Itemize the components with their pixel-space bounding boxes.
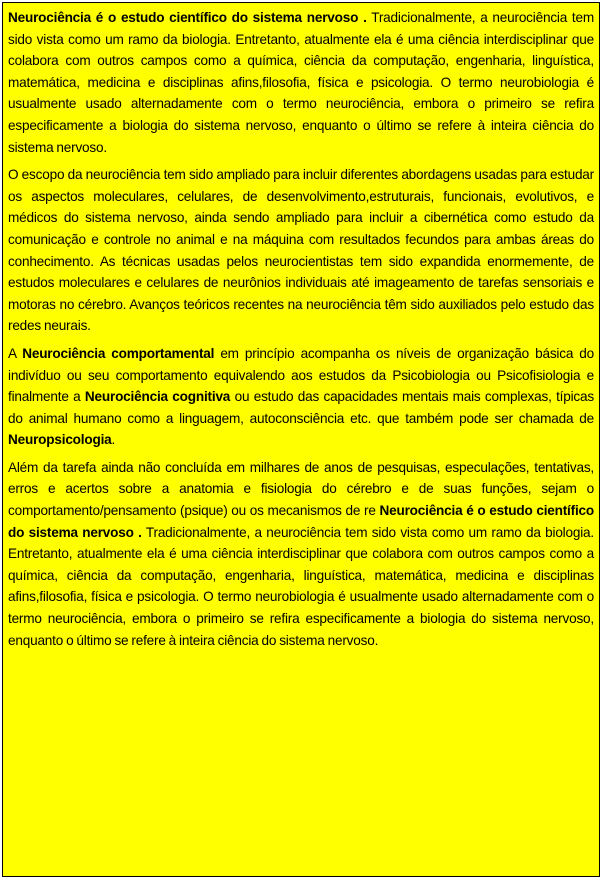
paragraph-4 — [8, 457, 594, 651]
paragraph-3-run-5: ou estudo das capacidades mentais mais complexas, típicas do animal humano como a linguagem, autoconsciência etc. que também pode ser chamada de — [8, 389, 594, 426]
paragraph-3-run-7: . — [111, 432, 116, 448]
paragraph-1 — [8, 7, 594, 158]
paragraph-4-run-3: Tradicionalmente, a neurociência tem sido vista como um ramo da biologia. Entretanto, atualmente ela é uma ciência interdisciplinar que colabora com outros campos como a química, ciência da computação, engenharia, linguística, matemática, medicina e disciplinas afins,filosofia, física e psicologia. O termo neurobiologia é usualmente usado alternadamente com o termo neurociência, embora o primeiro se refira especificamente a biologia do sistema nervoso, enquanto o último se refere à inteira ciência do sistema nervoso. — [8, 524, 594, 648]
paragraph-4-run-1: Além da tarefa ainda não concluída em milhares de anos de pesquisas, especulações, tentativas, erros e acertos sobre a anatomia e fisiologia do cérebro e de suas funções, sejam o comportamento/pensamento (psique) ou os mecanismos de re — [8, 459, 594, 519]
paragraph-3 — [8, 343, 594, 451]
paragraph-3-run-3: em princípio acompanha os níveis de organização básica do indivíduo ou seu comportamento equivalendo aos estudos da Psicobiologia ou Psicofisiologia e finalmente a — [8, 345, 595, 405]
paragraph-3-run-6: Neuropsicologia — [8, 432, 112, 448]
document-page — [2, 2, 600, 877]
paragraph-2 — [8, 164, 594, 337]
paragraph-3-run-1: A — [8, 345, 23, 361]
paragraph-2-run-1: O escopo da neurociência tem sido ampliado para incluir diferentes abordagens usadas para estudar os aspectos moleculares, celulares, de desenvolvimento,estruturais, funcionais, evolutivos, e médicos do sistema nervoso, ainda sendo ampliado para incluir a cibernética como estudo da comunicação e controle no animal e na máquina com resultados fecundos para ambas áreas do conhecimento. As técnicas usadas pelos neurocientistas tem sido expandida enormemente, de estudos moleculares e celulares de neurônios individuais até imageamento de tarefas sensoriais e motoras no cérebro. Avanços teóricos recentes na neurociência têm sido auxiliados pelo estudo das redes neurais. — [8, 167, 594, 334]
paragraph-4-run-2: Neurociência é o estudo científico do sistema nervoso . — [8, 503, 594, 540]
paragraph-1-run-1: Neurociência é o estudo científico do sistema nervoso . — [8, 10, 367, 25]
paragraph-3-run-2: Neurociência comportamental — [22, 345, 215, 361]
paragraph-1-run-2: Tradicionalmente, a neurociência tem sido vista como um ramo da biologia. Entretanto, atualmente ela é uma ciência interdisciplinar que colabora com outros campos como a química, ciência da computação, engenharia, linguística, matemática, medicina e disciplinas afins,filosofia, física e psicologia. O termo neurobiologia é usualmente usado alternadamente com o termo neurociência, embora o primeiro se refira especificamente a biologia do sistema nervoso, enquanto o último se refere à inteira ciência do sistema nervoso. — [8, 10, 594, 155]
paragraph-3-run-4: Neurociência cognitiva — [84, 389, 231, 405]
